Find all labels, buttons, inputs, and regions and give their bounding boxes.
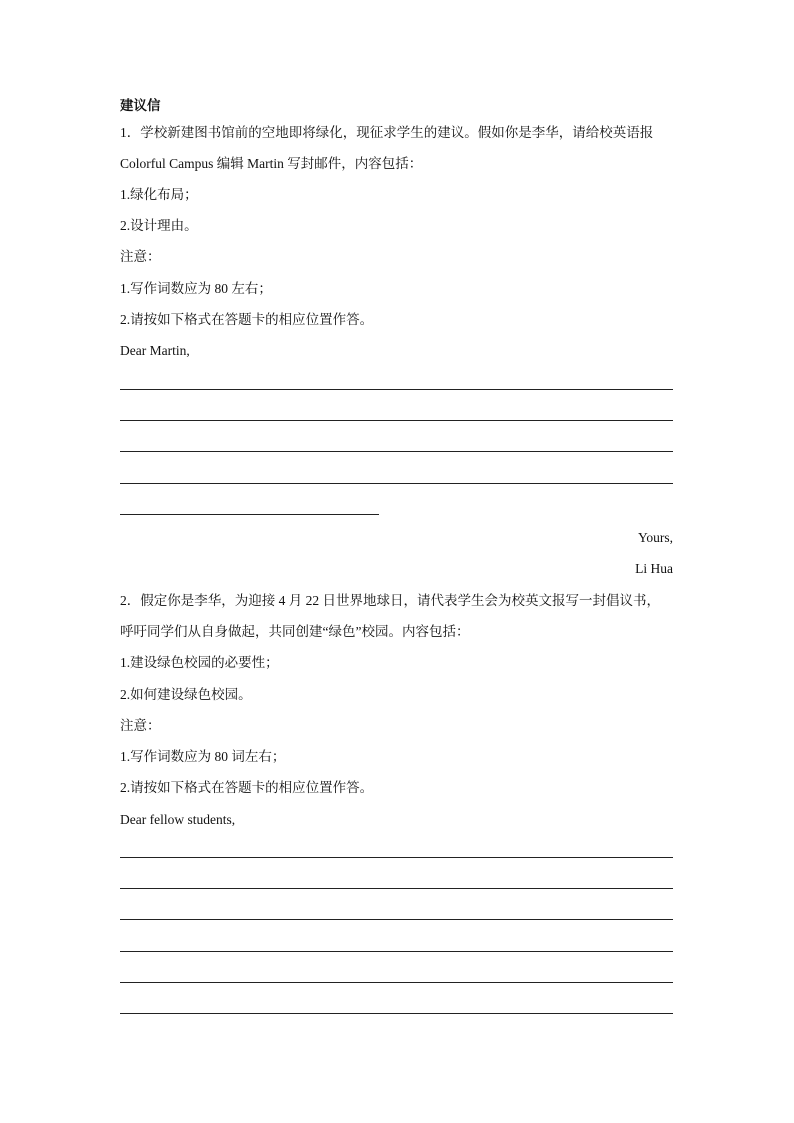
q1-answer-line[interactable] <box>120 451 673 452</box>
q1-prompt-line-2: Colorful Campus 编辑 Martin 写封邮件，内容包括： <box>120 156 423 171</box>
q1-answer-line[interactable] <box>120 420 673 421</box>
q1-salutation: Dear Martin, <box>120 343 190 358</box>
q2-prompt-line-2: 呼吁同学们从自身做起，共同创建“绿色”校园。内容包括： <box>120 624 470 639</box>
q2-answer-line[interactable] <box>120 888 673 889</box>
q1-signature: Li Hua <box>635 561 673 576</box>
q2-answer-line[interactable] <box>120 919 673 920</box>
q2-answer-line[interactable] <box>120 1013 673 1014</box>
q1-content-item-2: 2.设计理由。 <box>120 218 198 233</box>
q2-note-1: 1.写作词数应为 80 词左右； <box>120 749 286 764</box>
q2-salutation: Dear fellow students, <box>120 812 236 827</box>
q1-closing: Yours, <box>637 530 673 545</box>
q1-answer-line-short[interactable] <box>120 514 379 515</box>
q1-answer-line[interactable] <box>120 389 673 390</box>
q2-content-item-2: 2.如何建设绿色校园。 <box>120 687 252 702</box>
q1-note-2: 2.请按如下格式在答题卡的相应位置作答。 <box>120 312 374 327</box>
q1-content-item-1: 1.绿化布局； <box>120 187 198 202</box>
q1-note-label: 注意： <box>120 249 161 264</box>
q2-prompt-line-1: 2．假定你是李华，为迎接 4 月 22 日世界地球日，请代表学生会为校英文报写一封倡议书， <box>120 593 660 608</box>
q2-answer-line[interactable] <box>120 857 673 858</box>
q2-answer-line[interactable] <box>120 951 673 952</box>
q1-answer-line[interactable] <box>120 483 673 484</box>
q2-content-item-1: 1.建设绿色校园的必要性； <box>120 655 279 670</box>
section-heading: 建议信 <box>120 98 161 113</box>
q1-note-1: 1.写作词数应为 80 左右； <box>120 281 272 296</box>
q1-prompt-line-1: 1．学校新建图书馆前的空地即将绿化，现征求学生的建议。假如你是李华，请给校英语报 <box>120 125 654 140</box>
q2-note-label: 注意： <box>120 718 161 733</box>
q2-answer-line[interactable] <box>120 982 673 983</box>
q2-note-2: 2.请按如下格式在答题卡的相应位置作答。 <box>120 780 374 795</box>
